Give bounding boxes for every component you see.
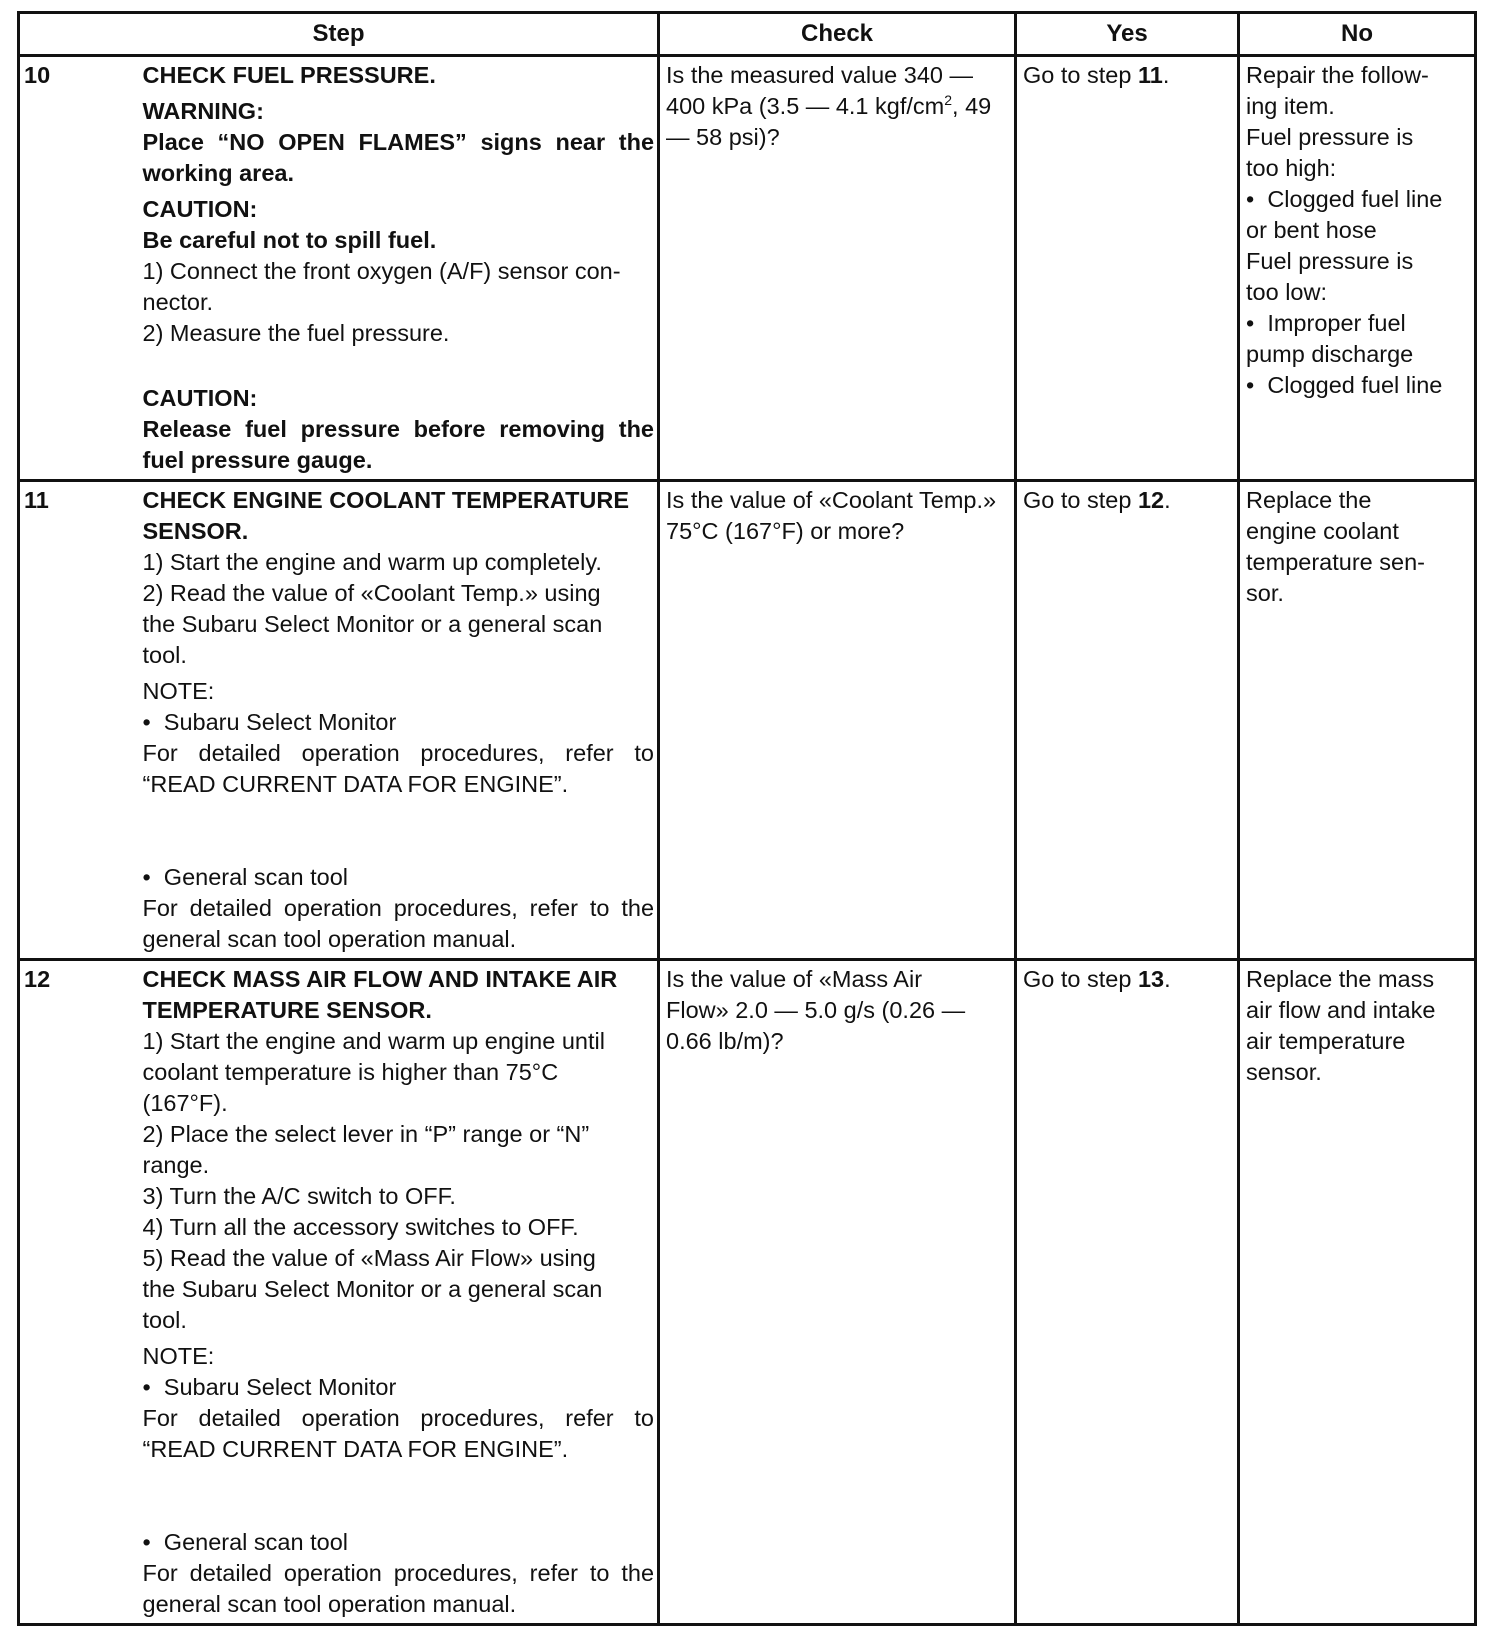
no-text: Replace the (1246, 487, 1372, 513)
step-cell (143, 481, 659, 960)
no-text: pump discharge (1246, 341, 1414, 367)
instruction: tool. (142, 1307, 187, 1333)
yes-step-ref: 12 (1137, 487, 1165, 513)
instruction: 5) Read the value of «Mass Air Flow» using (142, 1245, 596, 1271)
instruction: 4) Turn all the accessory switches to OFF. (142, 1214, 579, 1240)
check-cell (659, 960, 1016, 1625)
diagnostic-table (17, 11, 1477, 1626)
note-text: For detailed operation procedures, refer to (142, 740, 655, 766)
note-bullet: • Subaru Select Monitor (143, 707, 655, 738)
instruction: 3) Turn the A/C switch to OFF. (142, 1183, 456, 1209)
instruction: the Subaru Select Monitor or a general scan (142, 611, 603, 637)
step-title: CHECK MASS AIR FLOW AND INTAKE AIR (142, 966, 618, 992)
note-bullet: • General scan tool (143, 862, 655, 893)
step-number: 10 (19, 56, 143, 481)
yes-prefix: Go to step (1023, 487, 1138, 513)
header-check: Check (659, 13, 1016, 56)
yes-prefix: Go to step (1023, 966, 1138, 992)
no-text: Fuel pressure is (1246, 124, 1414, 150)
warning-label: WARNING: (142, 98, 264, 124)
instruction: tool. (142, 642, 187, 668)
no-text: engine coolant (1246, 518, 1399, 544)
note-text: For detailed operation procedures, refer to (142, 1405, 655, 1431)
no-text: air flow and intake (1246, 997, 1436, 1023)
step-number: 11 (19, 481, 143, 960)
instruction: 1) Start the engine and warm up engine until (142, 1028, 605, 1054)
note-text: “READ CURRENT DATA FOR ENGINE”. (142, 771, 569, 797)
step-title: CHECK ENGINE COOLANT TEMPERATURE (142, 487, 630, 513)
instruction: 2) Read the value of «Coolant Temp.» using (142, 580, 601, 606)
yes-cell (1016, 960, 1239, 1625)
no-bullet: • Clogged fuel line (1246, 370, 1472, 401)
check-text: Is the value of «Mass Air (666, 966, 923, 992)
no-text: Replace the mass (1246, 966, 1435, 992)
caution-label: CAUTION: (142, 385, 258, 411)
step-title: TEMPERATURE SENSOR. (142, 997, 432, 1023)
yes-suffix: . (1164, 487, 1171, 513)
check-text: 75°C (167°F) or more? (666, 518, 905, 544)
no-text: too high: (1246, 155, 1337, 181)
note-bullet: • General scan tool (143, 1527, 655, 1558)
header-yes: Yes (1016, 13, 1239, 56)
check-text-part: , 49 (952, 93, 992, 119)
step-title: CHECK FUEL PRESSURE. (142, 62, 436, 88)
yes-suffix: . (1162, 62, 1170, 88)
note-text: For detailed operation procedures, refer to the (142, 1560, 655, 1586)
table-row (19, 960, 1476, 1625)
check-text-part: 400 kPa (3.5 — 4.1 kgf/cm (666, 93, 945, 119)
yes-prefix: Go to step (1023, 62, 1138, 88)
no-text: too low: (1246, 279, 1328, 305)
check-text: Flow» 2.0 — 5.0 g/s (0.26 — (666, 997, 966, 1023)
yes-text (1023, 964, 1233, 995)
no-text: temperature sen- (1246, 549, 1425, 575)
instruction: nector. (142, 289, 214, 315)
check-text: — 58 psi)? (666, 124, 780, 150)
step-title: SENSOR. (142, 518, 249, 544)
caution-text: fuel pressure gauge. (142, 447, 373, 473)
step-number: 12 (19, 960, 143, 1625)
note-text: general scan tool operation manual. (142, 1591, 517, 1617)
yes-step-ref: 11 (1137, 62, 1163, 88)
diagnostic-table-wrapper (17, 11, 1477, 1626)
no-text: air temperature (1246, 1028, 1406, 1054)
note-label: NOTE: (142, 678, 215, 704)
instruction: 2) Place the select lever in “P” range or “N” (142, 1121, 590, 1147)
note-label: NOTE: (142, 1343, 215, 1369)
yes-cell (1016, 481, 1239, 960)
warning-text: working area. (142, 160, 294, 186)
check-text: Is the measured value 340 — (666, 62, 973, 88)
yes-step-ref: 13 (1137, 966, 1165, 992)
table-row (19, 481, 1476, 960)
instruction: 1) Start the engine and warm up completely. (142, 549, 602, 575)
instruction: 1) Connect the front oxygen (A/F) sensor con- (142, 258, 621, 284)
step-cell (143, 960, 659, 1625)
table-row (19, 56, 1476, 481)
instruction: coolant temperature is higher than 75°C (142, 1059, 559, 1085)
check-cell (659, 56, 1016, 481)
no-text: or bent hose (1246, 217, 1377, 243)
no-text: sor. (1246, 580, 1284, 606)
no-text: Fuel pressure is (1246, 248, 1414, 274)
warning-text: Place “NO OPEN FLAMES” signs near the (142, 129, 655, 155)
note-text: “READ CURRENT DATA FOR ENGINE”. (142, 1436, 569, 1462)
no-bullet: • Improper fuel (1246, 308, 1472, 339)
yes-suffix: . (1164, 966, 1171, 992)
no-text: sensor. (1246, 1059, 1322, 1085)
no-text: ing item. (1246, 93, 1335, 119)
no-cell (1239, 56, 1476, 481)
check-cell (659, 481, 1016, 960)
superscript: 2 (944, 92, 953, 108)
caution-label: CAUTION: (142, 196, 258, 222)
note-text: For detailed operation procedures, refer to the (142, 895, 655, 921)
note-text: general scan tool operation manual. (142, 926, 517, 952)
instruction: range. (142, 1152, 210, 1178)
step-cell (143, 56, 659, 481)
note-bullet: • Subaru Select Monitor (143, 1372, 655, 1403)
header-row (19, 13, 1476, 56)
check-text: Is the value of «Coolant Temp.» (666, 487, 997, 513)
no-bullet: • Clogged fuel line (1246, 184, 1472, 215)
check-text (666, 91, 1010, 122)
no-cell (1239, 960, 1476, 1625)
instruction: 2) Measure the fuel pressure. (142, 320, 450, 346)
header-no: No (1239, 13, 1476, 56)
yes-text (1023, 60, 1233, 91)
no-text: Repair the follow- (1246, 62, 1429, 88)
caution-text: Release fuel pressure before removing the (142, 416, 655, 442)
header-step: Step (19, 13, 659, 56)
no-cell (1239, 481, 1476, 960)
yes-cell (1016, 56, 1239, 481)
instruction: (167°F). (142, 1090, 228, 1116)
yes-text (1023, 485, 1233, 516)
caution-text: Be careful not to spill fuel. (142, 227, 437, 253)
instruction: the Subaru Select Monitor or a general scan (142, 1276, 603, 1302)
check-text: 0.66 lb/m)? (666, 1028, 784, 1054)
